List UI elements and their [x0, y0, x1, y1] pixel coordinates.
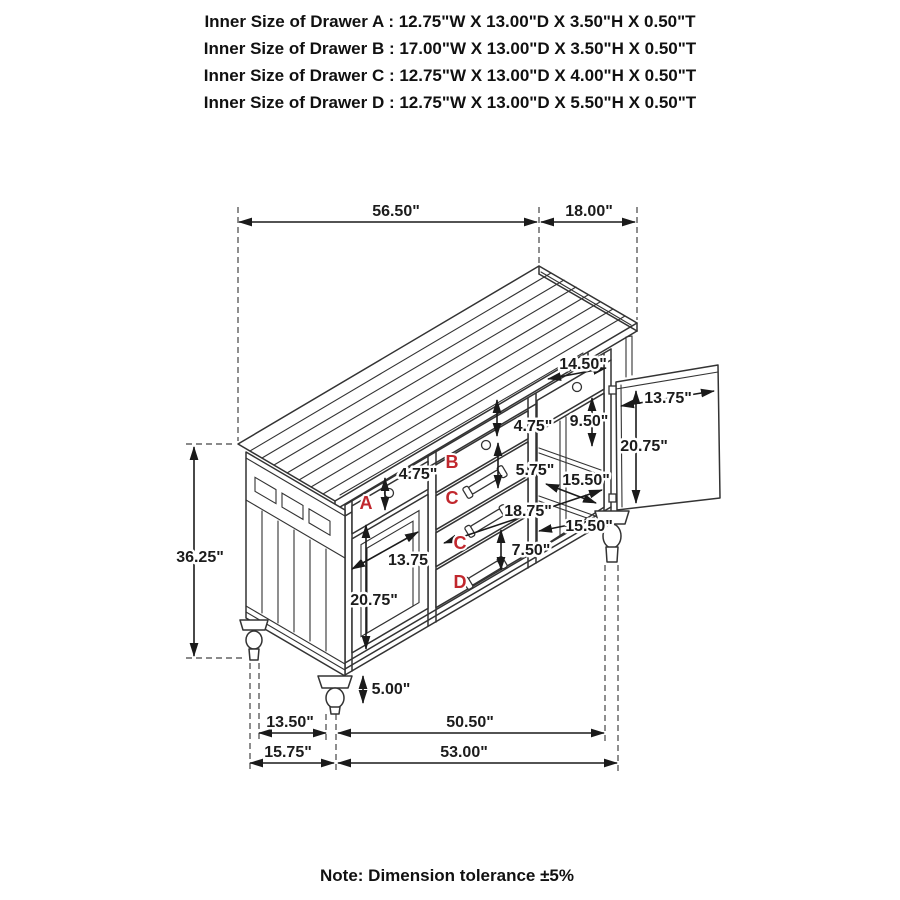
- tolerance-note: Note: Dimension tolerance ±5%: [320, 866, 574, 885]
- dim-end-depth: 15.75": [264, 744, 312, 761]
- dim-middle-drawer-width: 18.75": [504, 503, 552, 520]
- spec-line-drawer-c: Inner Size of Drawer C : 12.75"W X 13.00"D X 4.00"H X 0.50"T: [203, 66, 697, 85]
- door-hinge-icon: [609, 494, 616, 502]
- dim-front-span: 50.50": [446, 714, 494, 731]
- dim-shelf-depth-lower: 15.50": [565, 518, 613, 535]
- dim-end-span: 13.50": [266, 714, 314, 731]
- dim-leg-height: 5.00": [371, 681, 411, 698]
- drawer-a-label: A: [359, 493, 373, 513]
- drawer-b-label: B: [445, 452, 459, 472]
- dim-top-depth: 18.00": [565, 203, 613, 220]
- drawer-b-knob-icon: [482, 441, 491, 450]
- drawer-spec-header: [204, 12, 697, 112]
- drawer-c-lower-label: C: [453, 533, 467, 553]
- spec-line-drawer-b: Inner Size of Drawer B : 17.00"W X 13.00"D X 3.50"H X 0.50"T: [203, 39, 697, 58]
- dim-drawer-b-height: 4.75": [513, 418, 553, 435]
- door-hinge-icon: [609, 386, 616, 394]
- dim-drawer-c-height: 5.75": [515, 462, 555, 479]
- drawer-d-label: D: [453, 572, 467, 592]
- dim-right-door-height: 20.75": [620, 438, 668, 455]
- dim-left-door-height: 20.75": [350, 592, 398, 609]
- dim-drawer-d-height: 7.50": [511, 542, 551, 559]
- left-back-leg: [240, 620, 268, 660]
- dim-right-drawer-height: 9.50": [569, 413, 609, 430]
- front-center-leg: [318, 676, 352, 714]
- dim-left-door-width: 13.75: [387, 552, 429, 569]
- dim-overall-length: 53.00": [440, 744, 488, 761]
- right-drawer-knob-icon: [573, 383, 582, 392]
- dim-shelf-depth-upper: 15.50": [562, 472, 610, 489]
- drawer-c-upper-label: C: [445, 488, 459, 508]
- dim-right-door-width: 13.75": [644, 390, 692, 407]
- back-corner-post: [626, 336, 632, 377]
- drawer-a-knob-icon: [385, 489, 394, 498]
- spec-line-drawer-d: Inner Size of Drawer D : 12.75"W X 13.00"D X 5.50"H X 0.50"T: [203, 93, 697, 112]
- dim-cabinet-height: 36.25": [176, 549, 224, 566]
- dim-top-length: 56.50": [372, 203, 420, 220]
- dim-right-drawer-width: 14.50": [559, 356, 607, 373]
- dim-drawer-a-height: 4.75": [398, 466, 438, 483]
- spec-line-drawer-a: Inner Size of Drawer A : 12.75"W X 13.00"D X 3.50"H X 0.50"T: [204, 12, 696, 31]
